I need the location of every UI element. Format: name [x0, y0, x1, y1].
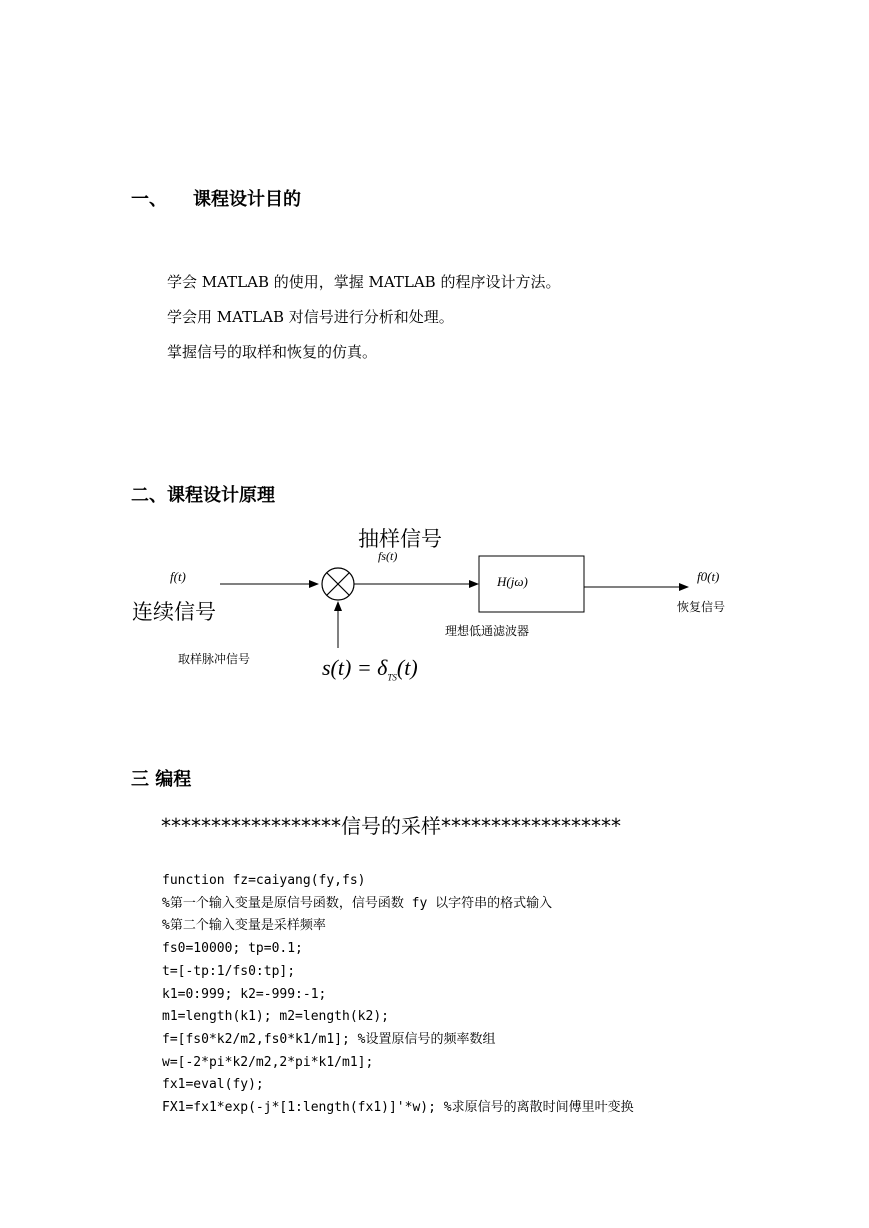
pulse-equation-arg: (t) — [396, 655, 418, 680]
filter-label: 理想低通滤波器 — [445, 624, 530, 638]
section1-paragraph: 学会 MATLAB 的使用，掌握 MATLAB 的程序设计方法。 — [167, 273, 561, 291]
pulse-equation-main: s(t) = δ — [322, 655, 388, 680]
code-line: %第一个输入变量是原信号函数，信号函数 fy 以字符串的格式输入 — [162, 895, 553, 911]
filter-box — [479, 556, 584, 612]
code-line: t=[-tp:1/fs0:tp]; — [162, 963, 296, 979]
code-line: function fz=caiyang(fy,fs) — [162, 873, 366, 888]
code-line: w=[-2*pi*k2/m2,2*pi*k1/m1]; — [162, 1054, 374, 1070]
code-line: fx1=eval(fy); — [162, 1077, 264, 1093]
filter-math: H(jω) — [497, 574, 528, 589]
section3-heading: 三 编程 — [131, 769, 192, 790]
output-signal-math: f0(t) — [697, 569, 720, 584]
sampled-signal-label: 抽样信号 — [358, 527, 442, 551]
input-signal-label: 连续信号 — [132, 600, 216, 624]
section2-heading: 二、课程设计原理 — [131, 485, 275, 506]
code-line: k1=0:999; k2=-999:-1; — [162, 986, 327, 1002]
section1-paragraph: 学会用 MATLAB 对信号进行分析和处理。 — [167, 308, 454, 326]
pulse-equation — [322, 655, 418, 682]
pulse-signal-label: 取样脉冲信号 — [178, 652, 251, 666]
sampled-signal-math: fs(t) — [378, 549, 398, 563]
code-block — [162, 870, 634, 1120]
code-line: FX1=fx1*exp(-j*[1:length(fx1)]'*w); %求原信号的离散时间傅里叶变换 — [162, 1100, 634, 1116]
code-line: fs0=10000; tp=0.1; — [162, 941, 303, 957]
code-line: f=[fs0*k2/m2,fs0*k1/m1]; %设置原信号的频率数组 — [162, 1031, 496, 1047]
code-line: %第二个输入变量是采样频率 — [162, 918, 326, 934]
code-line: m1=length(k1); m2=length(k2); — [162, 1009, 389, 1025]
code-banner: ******************信号的采样****************** — [161, 814, 621, 838]
section1-number: 一、 — [131, 189, 167, 210]
section1-title: 课程设计目的 — [193, 189, 301, 210]
output-signal-label: 恢复信号 — [677, 600, 726, 614]
section1-paragraph: 掌握信号的取样和恢复的仿真。 — [167, 343, 378, 361]
input-signal-math: f(t) — [170, 569, 186, 584]
pulse-equation-subscript: TS — [387, 672, 397, 683]
multiplier-icon — [322, 568, 354, 600]
